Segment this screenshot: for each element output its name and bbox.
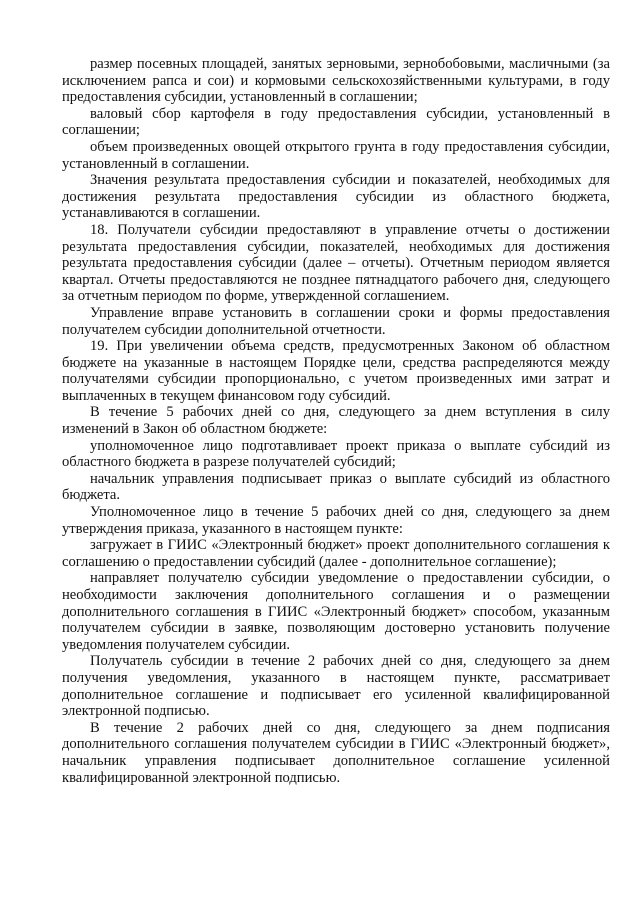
paragraph-clause-18: 18. Получатели субсидии предоставляют в управление отчеты о достижении результата предоставления субсидии, показателей, необходимых для достижения результата предоставления субсидии (далее – отчеты). Отчетным периодом является квартал. Отчеты предоставляются не позднее пятнадцатого рабочего дня, следующего за отчетным периодом по форме, утвержденной соглашением. bbox=[62, 221, 610, 305]
paragraph-five-days-law: В течение 5 рабочих дней со дня, следующего за днем вступления в силу изменений в Закон об областном бюджете: bbox=[62, 404, 610, 438]
paragraph-sown-area: размер посевных площадей, занятых зерновыми, зернобобовыми, масличными (за исключением рапса и сои) и кормовыми сельскохозяйственными культурами, в году предоставления субсидии, установленный в соглашении; bbox=[62, 56, 610, 106]
paragraph-authorized-person: Уполномоченное лицо в течение 5 рабочих дней со дня, следующего за днем утверждения приказа, указанного в настоящем пункте: bbox=[62, 504, 610, 537]
paragraph-head-signs-agreement: В течение 2 рабочих дней со дня, следующего за днем подписания дополнительного соглашения получателем субсидии в ГИИС «Электронный бюджет», начальник управления подписывает дополнительное соглашение усиленной квалифицированной электронной подписью. bbox=[62, 719, 610, 786]
paragraph-upload-draft: загружает в ГИИС «Электронный бюджет» проект дополнительного соглашения к соглашению о предоставлении субсидий (далее - дополнительное соглашение); bbox=[62, 537, 610, 570]
paragraph-recipient-signs: Получатель субсидии в течение 2 рабочих дней со дня, следующего за днем получения уведомления, указанного в настоящем пункте, рассматривает дополнительное соглашение и подписывает его усиленной квалифицированной электронной подписью. bbox=[62, 653, 610, 720]
paragraph-vegetables-volume: объем произведенных овощей открытого грунта в году предоставления субсидии, установленный в соглашении. bbox=[62, 138, 610, 172]
paragraph-additional-reporting: Управление вправе установить в соглашении сроки и формы предоставления получателем субсидии дополнительной отчетности. bbox=[62, 304, 610, 338]
paragraph-send-notification: направляет получателю субсидии уведомление о предоставлении субсидии, о необходимости заключения дополнительного соглашения и о размещении дополнительного соглашения в ГИИС «Электронный бюджет» способом, указанным получателем субсидии в заявке, позволяющим достоверно установить получение уведомления получателем субсидии. bbox=[62, 570, 610, 653]
paragraph-result-values: Значения результата предоставления субсидии и показателей, необходимых для достижения результата предоставления субсидии из областного бюджета, устанавливаются в соглашении. bbox=[62, 172, 610, 222]
paragraph-draft-order: уполномоченное лицо подготавливает проект приказа о выплате субсидий из областного бюджета в разрезе получателей субсидий; bbox=[62, 437, 610, 471]
paragraph-clause-19: 19. При увеличении объема средств, предусмотренных Законом об областном бюджете на указанные в настоящем Порядке цели, средства распределяются между получателями субсидии пропорционально, с учетом произведенных ими затрат и выплаченных в текущем финансовом году субсидий. bbox=[62, 338, 610, 404]
document-page bbox=[62, 56, 610, 786]
paragraph-head-signs-order: начальник управления подписывает приказ о выплате субсидий из областного бюджета. bbox=[62, 470, 610, 504]
paragraph-potato-harvest: валовый сбор картофеля в году предоставления субсидии, установленный в соглашении; bbox=[62, 105, 610, 139]
